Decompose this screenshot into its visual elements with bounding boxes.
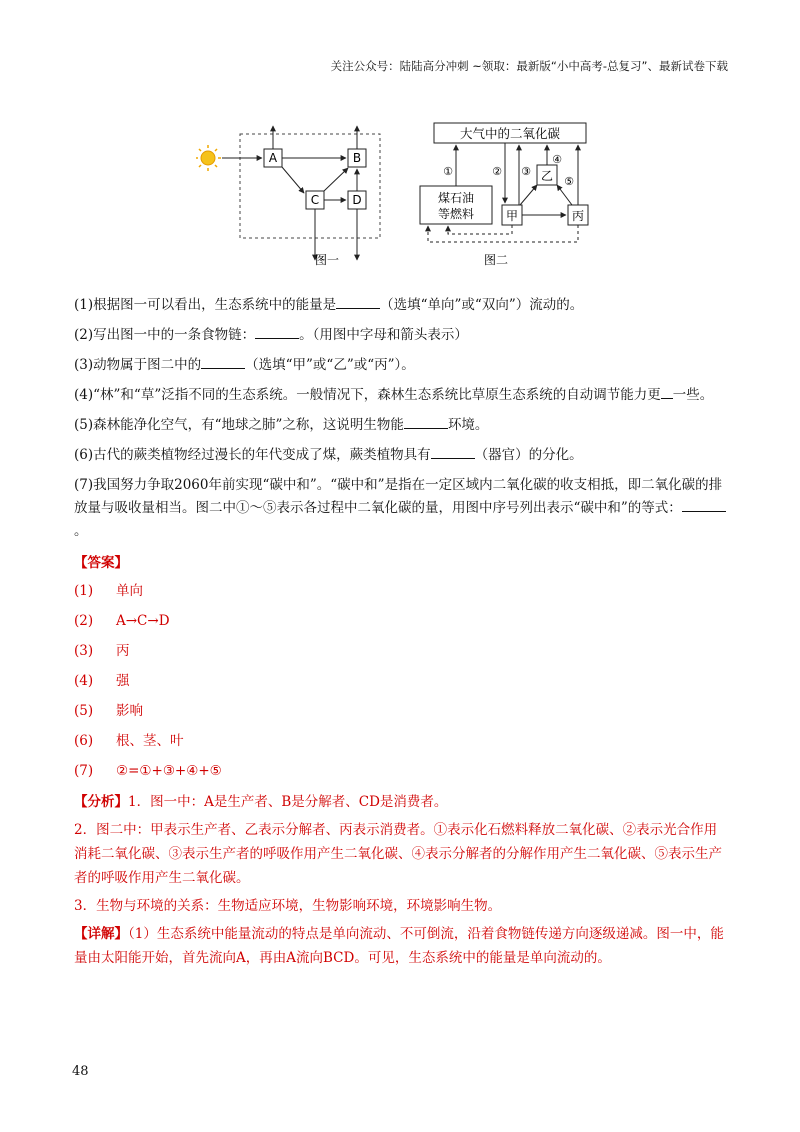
question-text: (2)写出图一中的一条食物链： xyxy=(74,327,256,343)
figure-diagrams xyxy=(196,118,596,268)
answer-blank xyxy=(201,356,245,369)
node-a: A xyxy=(268,151,278,165)
fuel-label-1: 煤石油 xyxy=(437,191,475,205)
figure-1-caption: 图一 xyxy=(314,253,340,267)
analysis-text: 1．图一中：A是生产者、B是分解者、CD是消费者。 xyxy=(128,794,448,810)
figures-area xyxy=(196,118,596,268)
sun-icon xyxy=(196,145,221,171)
question-text: (4)“林”和“草”泛指不同的生态系统。一般情况下，森林生态系统比草原生态系统的自动调节能力更 xyxy=(74,387,661,403)
answer-row xyxy=(74,576,726,606)
analysis-p1 xyxy=(74,790,726,814)
question-text: (3)动物属于图二中的 xyxy=(74,357,202,373)
question-text: (5)森林能净化空气，有“地球之肺”之称，这说明生物能 xyxy=(74,417,404,433)
process-3-label: ③ xyxy=(521,165,531,178)
page-header: 关注公众号：陆陆高分冲刺 ~领取：最新版“小中高考-总复习”、最新试卷下载 xyxy=(330,59,728,73)
answer-text: 单向 xyxy=(116,583,143,599)
node-yi: 乙 xyxy=(540,169,554,183)
detail-text: （1）生态系统中能量流动的特点是单向流动、不可倒流，沿着食物链传递方向逐级递减。图一中，能量由太阳能开始，首先流向A，再由A流向BCD。可见，生态系统中的能量是单向流动的。 xyxy=(74,926,724,966)
question-text: 。 xyxy=(74,523,88,539)
node-d: D xyxy=(352,193,362,207)
node-jia: 甲 xyxy=(505,209,519,223)
question-text: (1)根据图一可以看出，生态系统中的能量是 xyxy=(74,297,337,313)
answer-text: 根、茎、叶 xyxy=(116,733,184,749)
question-4 xyxy=(74,384,726,407)
answer-row xyxy=(74,756,726,786)
answer-number: (1) xyxy=(74,583,94,599)
answer-blank xyxy=(336,296,380,309)
detail-tag: 【详解】 xyxy=(74,926,128,942)
answer-heading: 【答案】 xyxy=(74,555,128,571)
analysis-p2: 2．图二中：甲表示生产者、乙表示分解者、丙表示消费者。①表示化石燃料释放二氧化碳、②表示光合作用消耗二氧化碳、③表示生产者的呼吸作用产生二氧化碳、④表示分解者的分解作用产生二氧化碳、⑤表示生产者的呼吸作用产生二氧化碳。 xyxy=(74,822,722,886)
answer-number: (5) xyxy=(74,703,94,719)
answer-number: (6) xyxy=(74,733,94,749)
answer-blank xyxy=(682,499,726,512)
question-content xyxy=(74,294,726,974)
answer-blank xyxy=(255,326,299,339)
figure-1 xyxy=(196,126,380,260)
answer-text: 丙 xyxy=(116,643,130,659)
fuel-label-2: 等燃料 xyxy=(437,207,475,221)
question-6 xyxy=(74,444,726,467)
answer-row xyxy=(74,696,726,726)
answer-blank xyxy=(661,386,673,399)
question-3 xyxy=(74,354,726,377)
node-c: C xyxy=(310,193,320,207)
node-bing: 丙 xyxy=(571,209,585,223)
answer-row xyxy=(74,726,726,756)
answer-number: (3) xyxy=(74,643,94,659)
question-2 xyxy=(74,324,726,347)
answer-blank xyxy=(431,446,475,459)
question-text: (7)我国努力争取2060年前实现“碳中和”。“碳中和”是指在一定区域内二氧化碳的收支相抵，即二氧化碳的排放量与吸收量相当。图二中①～⑤表示各过程中二氧化碳的量，用图中序号列出表示“碳中和”的等式： xyxy=(74,477,723,516)
process-2-label: ② xyxy=(492,165,502,178)
question-text: 环境。 xyxy=(447,417,489,433)
question-text: (6)古代的蕨类植物经过漫长的年代变成了煤，蕨类植物具有 xyxy=(74,447,431,463)
answer-number: (7) xyxy=(74,763,94,779)
answer-number: (2) xyxy=(74,613,94,629)
process-1-label: ① xyxy=(443,165,453,178)
answer-text: ②=①+③+④+⑤ xyxy=(116,763,222,779)
question-text: 。（用图中字母和箭头表示） xyxy=(299,327,468,343)
question-7 xyxy=(74,474,726,543)
answer-number: (4) xyxy=(74,673,94,689)
figure-2-caption: 图二 xyxy=(483,253,509,267)
question-5 xyxy=(74,414,726,437)
answer-text: 强 xyxy=(116,673,130,689)
atmosphere-co2-box: 大气中的二氧化碳 xyxy=(459,126,561,141)
analysis-p3: 3．生物与环境的关系：生物适应环境，生物影响环境，环境影响生物。 xyxy=(74,898,502,914)
question-1 xyxy=(74,294,726,317)
answer-row xyxy=(74,636,726,666)
question-text: （器官）的分化。 xyxy=(474,447,583,463)
node-b: B xyxy=(352,151,362,165)
answer-blank xyxy=(404,416,448,429)
answer-text: 影响 xyxy=(116,703,143,719)
answer-text: A→C→D xyxy=(116,613,170,629)
figure-2 xyxy=(420,123,588,242)
answer-row xyxy=(74,666,726,696)
detail-paragraph xyxy=(74,922,726,970)
process-4-label: ④ xyxy=(552,153,562,166)
answer-row xyxy=(74,606,726,636)
question-text: （选填“单向”或“双向”）流动的。 xyxy=(380,297,584,313)
question-text: 一些。 xyxy=(672,387,714,403)
question-text: （选填“甲”或“乙”或“丙”）。 xyxy=(245,357,415,373)
process-5-label: ⑤ xyxy=(564,175,574,188)
page-number: 48 xyxy=(72,1064,89,1079)
analysis-tag: 【分析】 xyxy=(74,794,128,810)
